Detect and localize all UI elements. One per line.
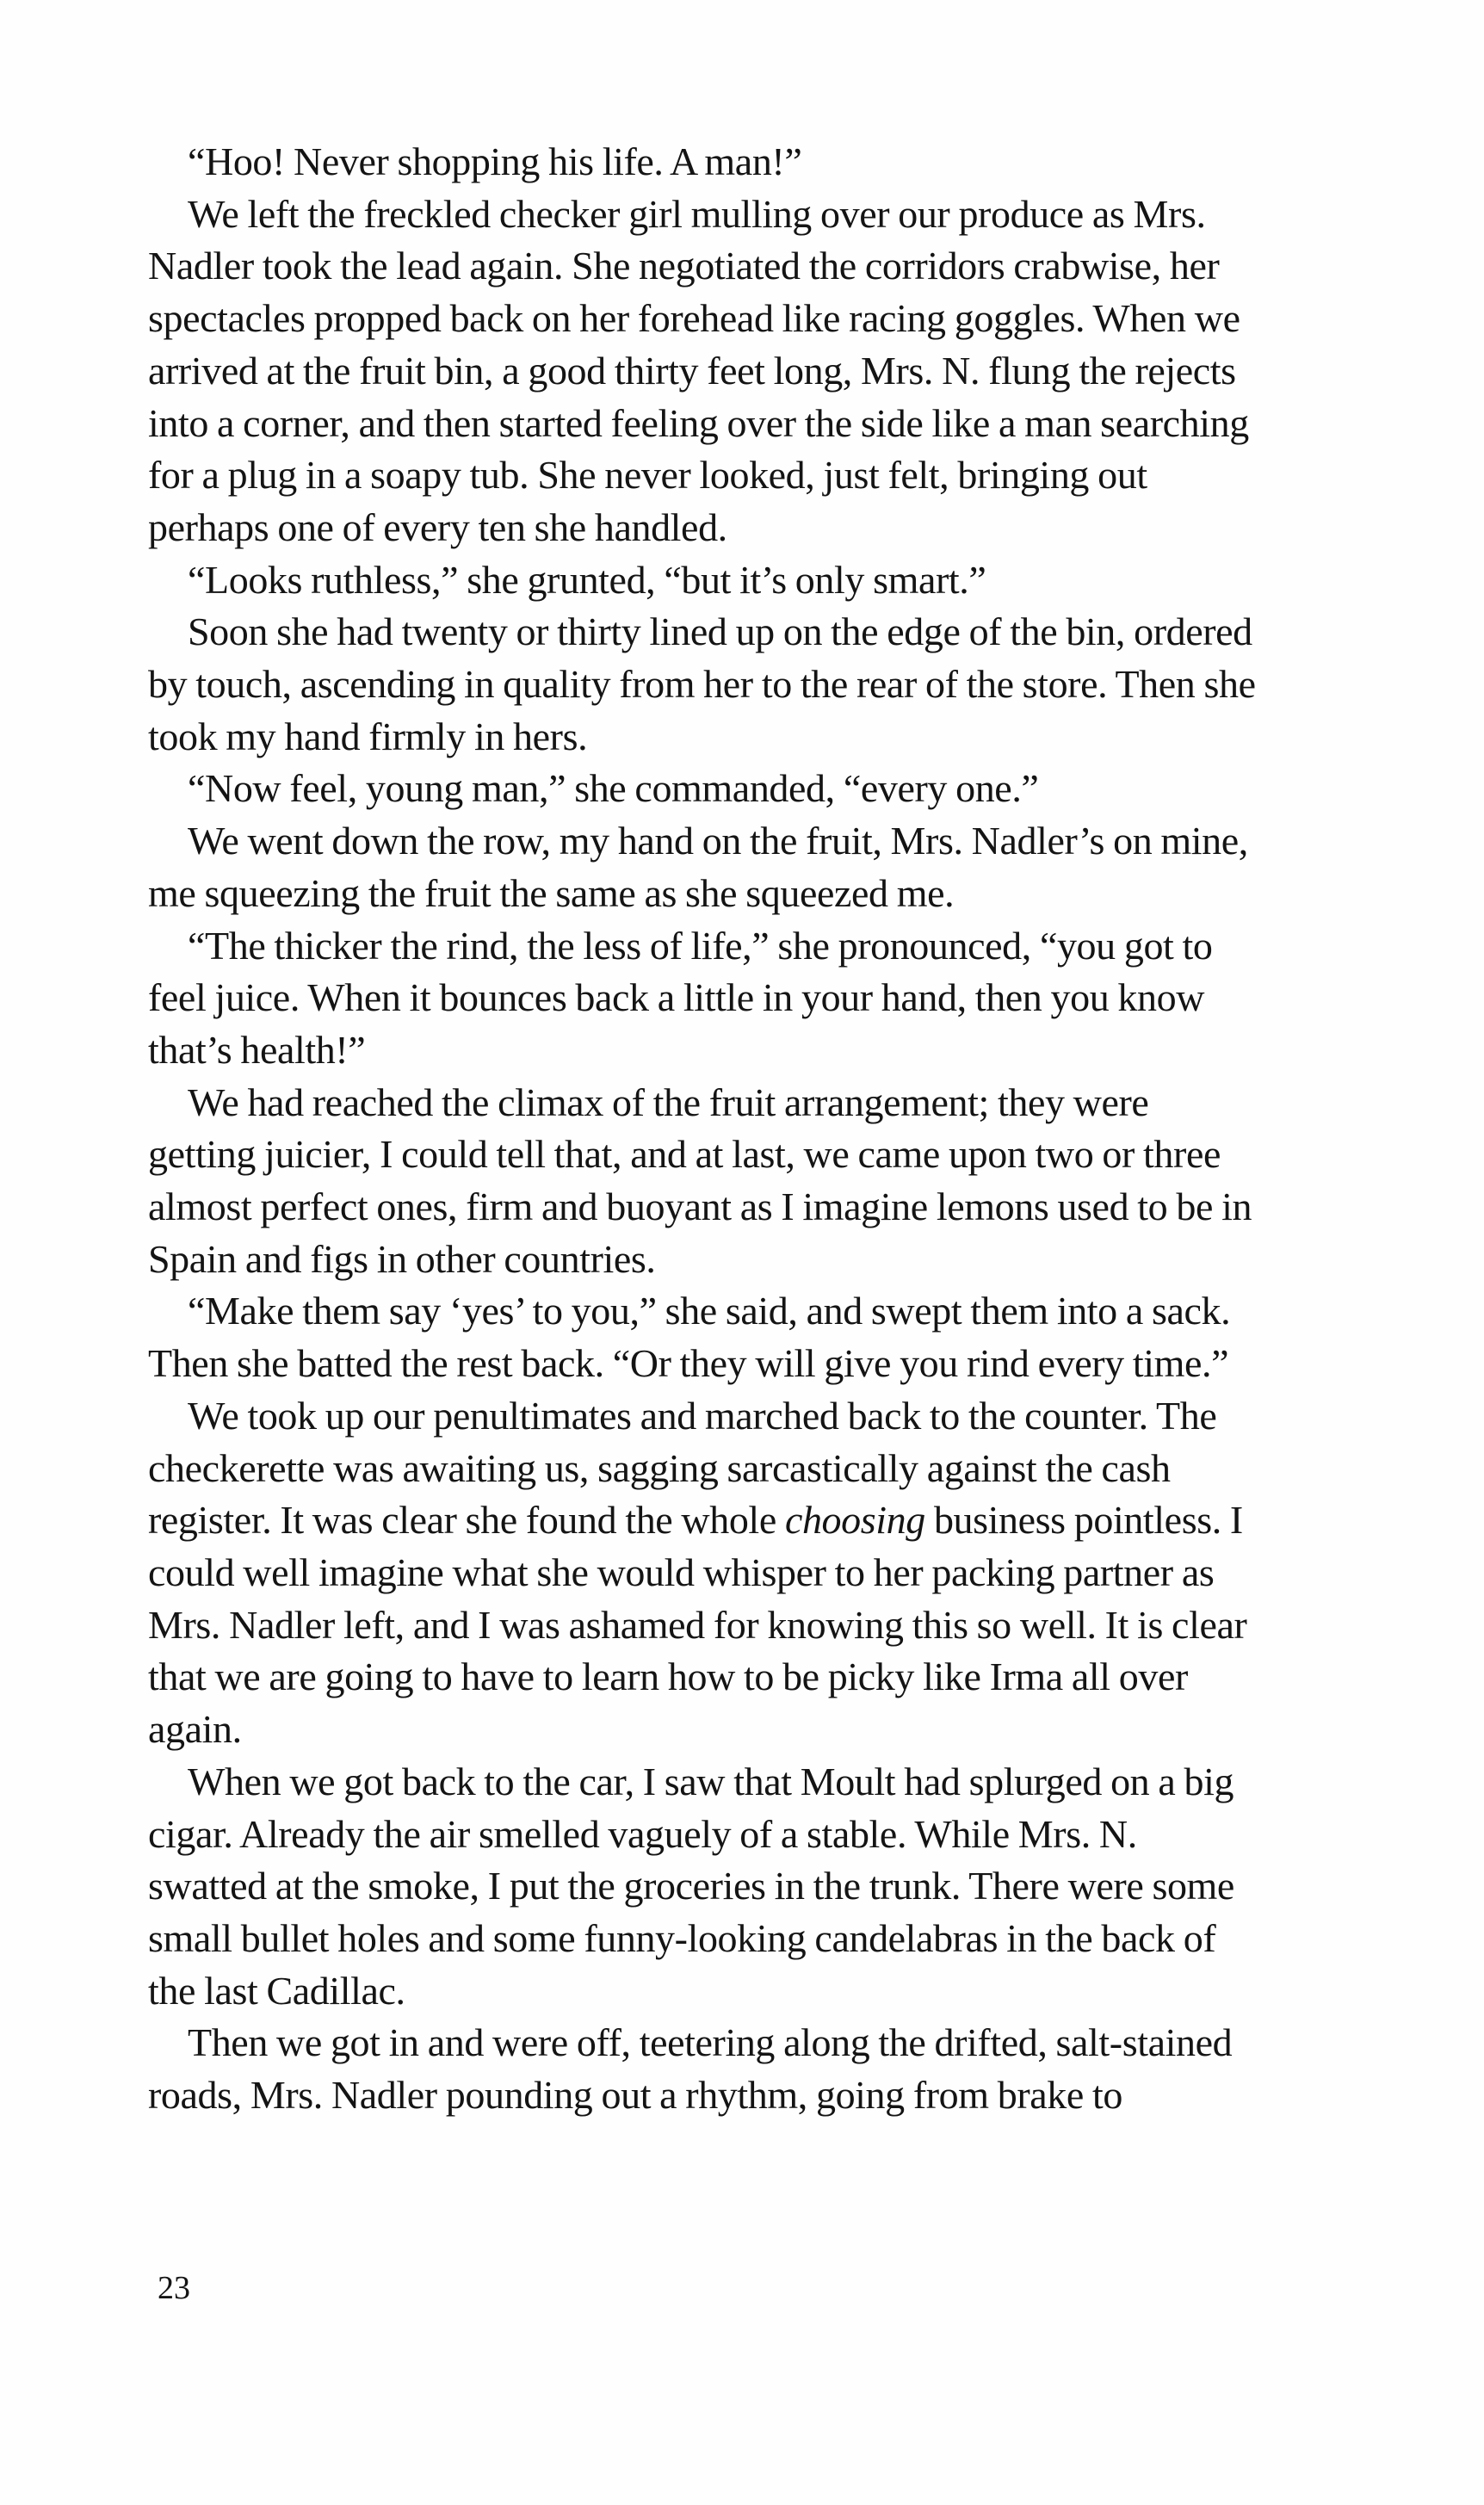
text-line: that we are going to have to learn how to be picky like Irma all over [148,1655,1188,1699]
body-text [148,136,1353,2122]
paragraph [148,1390,1353,1756]
paragraph [148,1077,1353,1286]
text-run: register. It was clear she found the whole [148,1498,785,1543]
paragraph [148,554,1353,607]
text-line: When we got back to the car, I saw that Moult had splurged on a big [188,1759,1234,1803]
text-line: the last Cadillac. [148,1968,405,2013]
text-run: business pointless. I [924,1498,1243,1543]
text-line: Nadler took the lead again. She negotiated the corridors crabwise, her [148,244,1220,288]
text-line: “The thicker the rind, the less of life,” she pronounced, “you got to [188,923,1213,968]
text-line: took my hand firmly in hers. [148,714,588,758]
text-line: perhaps one of every ten she handled. [148,504,727,549]
text-line: Mrs. Nadler left, and I was ashamed for knowing this so well. It is clear [148,1602,1247,1647]
text-line: roads, Mrs. Nadler pounding out a rhythm, going from brake to [148,2073,1122,2118]
text-line: arrived at the fruit bin, a good thirty feet long, Mrs. N. flung the rejects [148,348,1236,393]
paragraph [148,920,1353,1077]
text-line: We had reached the climax of the fruit arrangement; they were [188,1079,1149,1124]
text-line: swatted at the smoke, I put the groceries in the trunk. There were some [148,1864,1234,1908]
paragraph [148,189,1353,554]
text-line: that’s health!” [148,1027,366,1072]
text-line: by touch, ascending in quality from her to the rear of the store. Then she [148,662,1256,707]
paragraph [148,763,1353,815]
paragraph [148,815,1353,919]
text-line: “Hoo! Never shopping his life. A man!” [188,139,802,183]
text-line: “Looks ruthless,” she grunted, “but it’s only smart.” [188,557,986,602]
text-line: spectacles propped back on her forehead like racing goggles. When we [148,296,1240,341]
italic-word: choosing [784,1498,925,1543]
text-line: “Make them say ‘yes’ to you,” she said, and swept them into a sack. [188,1289,1231,1333]
paragraph [148,1756,1353,2018]
text-line: could well imagine what she would whisper to her packing partner as [148,1549,1215,1594]
text-line: again. [148,1707,242,1752]
text-line: We took up our penultimates and marched back to the counter. The [188,1393,1217,1438]
paragraph [148,2017,1353,2121]
text-line: Then we got in and were off, teetering along the drifted, salt-stained [188,2020,1233,2065]
text-line: Then she batted the rest back. “Or they will give you rind every time.” [148,1341,1229,1386]
text-line: small bullet holes and some funny-looking candelabras in the back of [148,1915,1216,1960]
text-line: “Now feel, young man,” she commanded, “every one.” [188,766,1039,811]
page-number: 23 [158,2270,190,2306]
text-line: Soon she had twenty or thirty lined up on the edge of the bin, ordered [188,609,1252,654]
text-line: checkerette was awaiting us, sagging sarcastically against the cash [148,1445,1171,1490]
paragraph [148,606,1353,763]
text-line: almost perfect ones, firm and buoyant as I imagine lemons used to be in [148,1184,1252,1229]
paragraph [148,1285,1353,1389]
text-line: cigar. Already the air smelled vaguely of a stable. While Mrs. N. [148,1811,1137,1856]
text-line: feel juice. When it bounces back a little in your hand, then you know [148,975,1205,1020]
text-line: getting juicier, I could tell that, and at last, we came upon two or three [148,1132,1221,1177]
text-line: me squeezing the fruit the same as she squeezed me. [148,870,955,915]
paragraph [148,136,1353,189]
text-line: We went down the row, my hand on the fruit, Mrs. Nadler’s on mine, [188,819,1248,863]
text-line [148,1494,1353,1547]
text-line: We left the freckled checker girl mulling over our produce as Mrs. [188,191,1206,236]
text-line: for a plug in a soapy tub. She never looked, just felt, bringing out [148,453,1147,498]
text-line: Spain and figs in other countries. [148,1236,656,1281]
text-line: into a corner, and then started feeling over the side like a man searching [148,400,1249,445]
